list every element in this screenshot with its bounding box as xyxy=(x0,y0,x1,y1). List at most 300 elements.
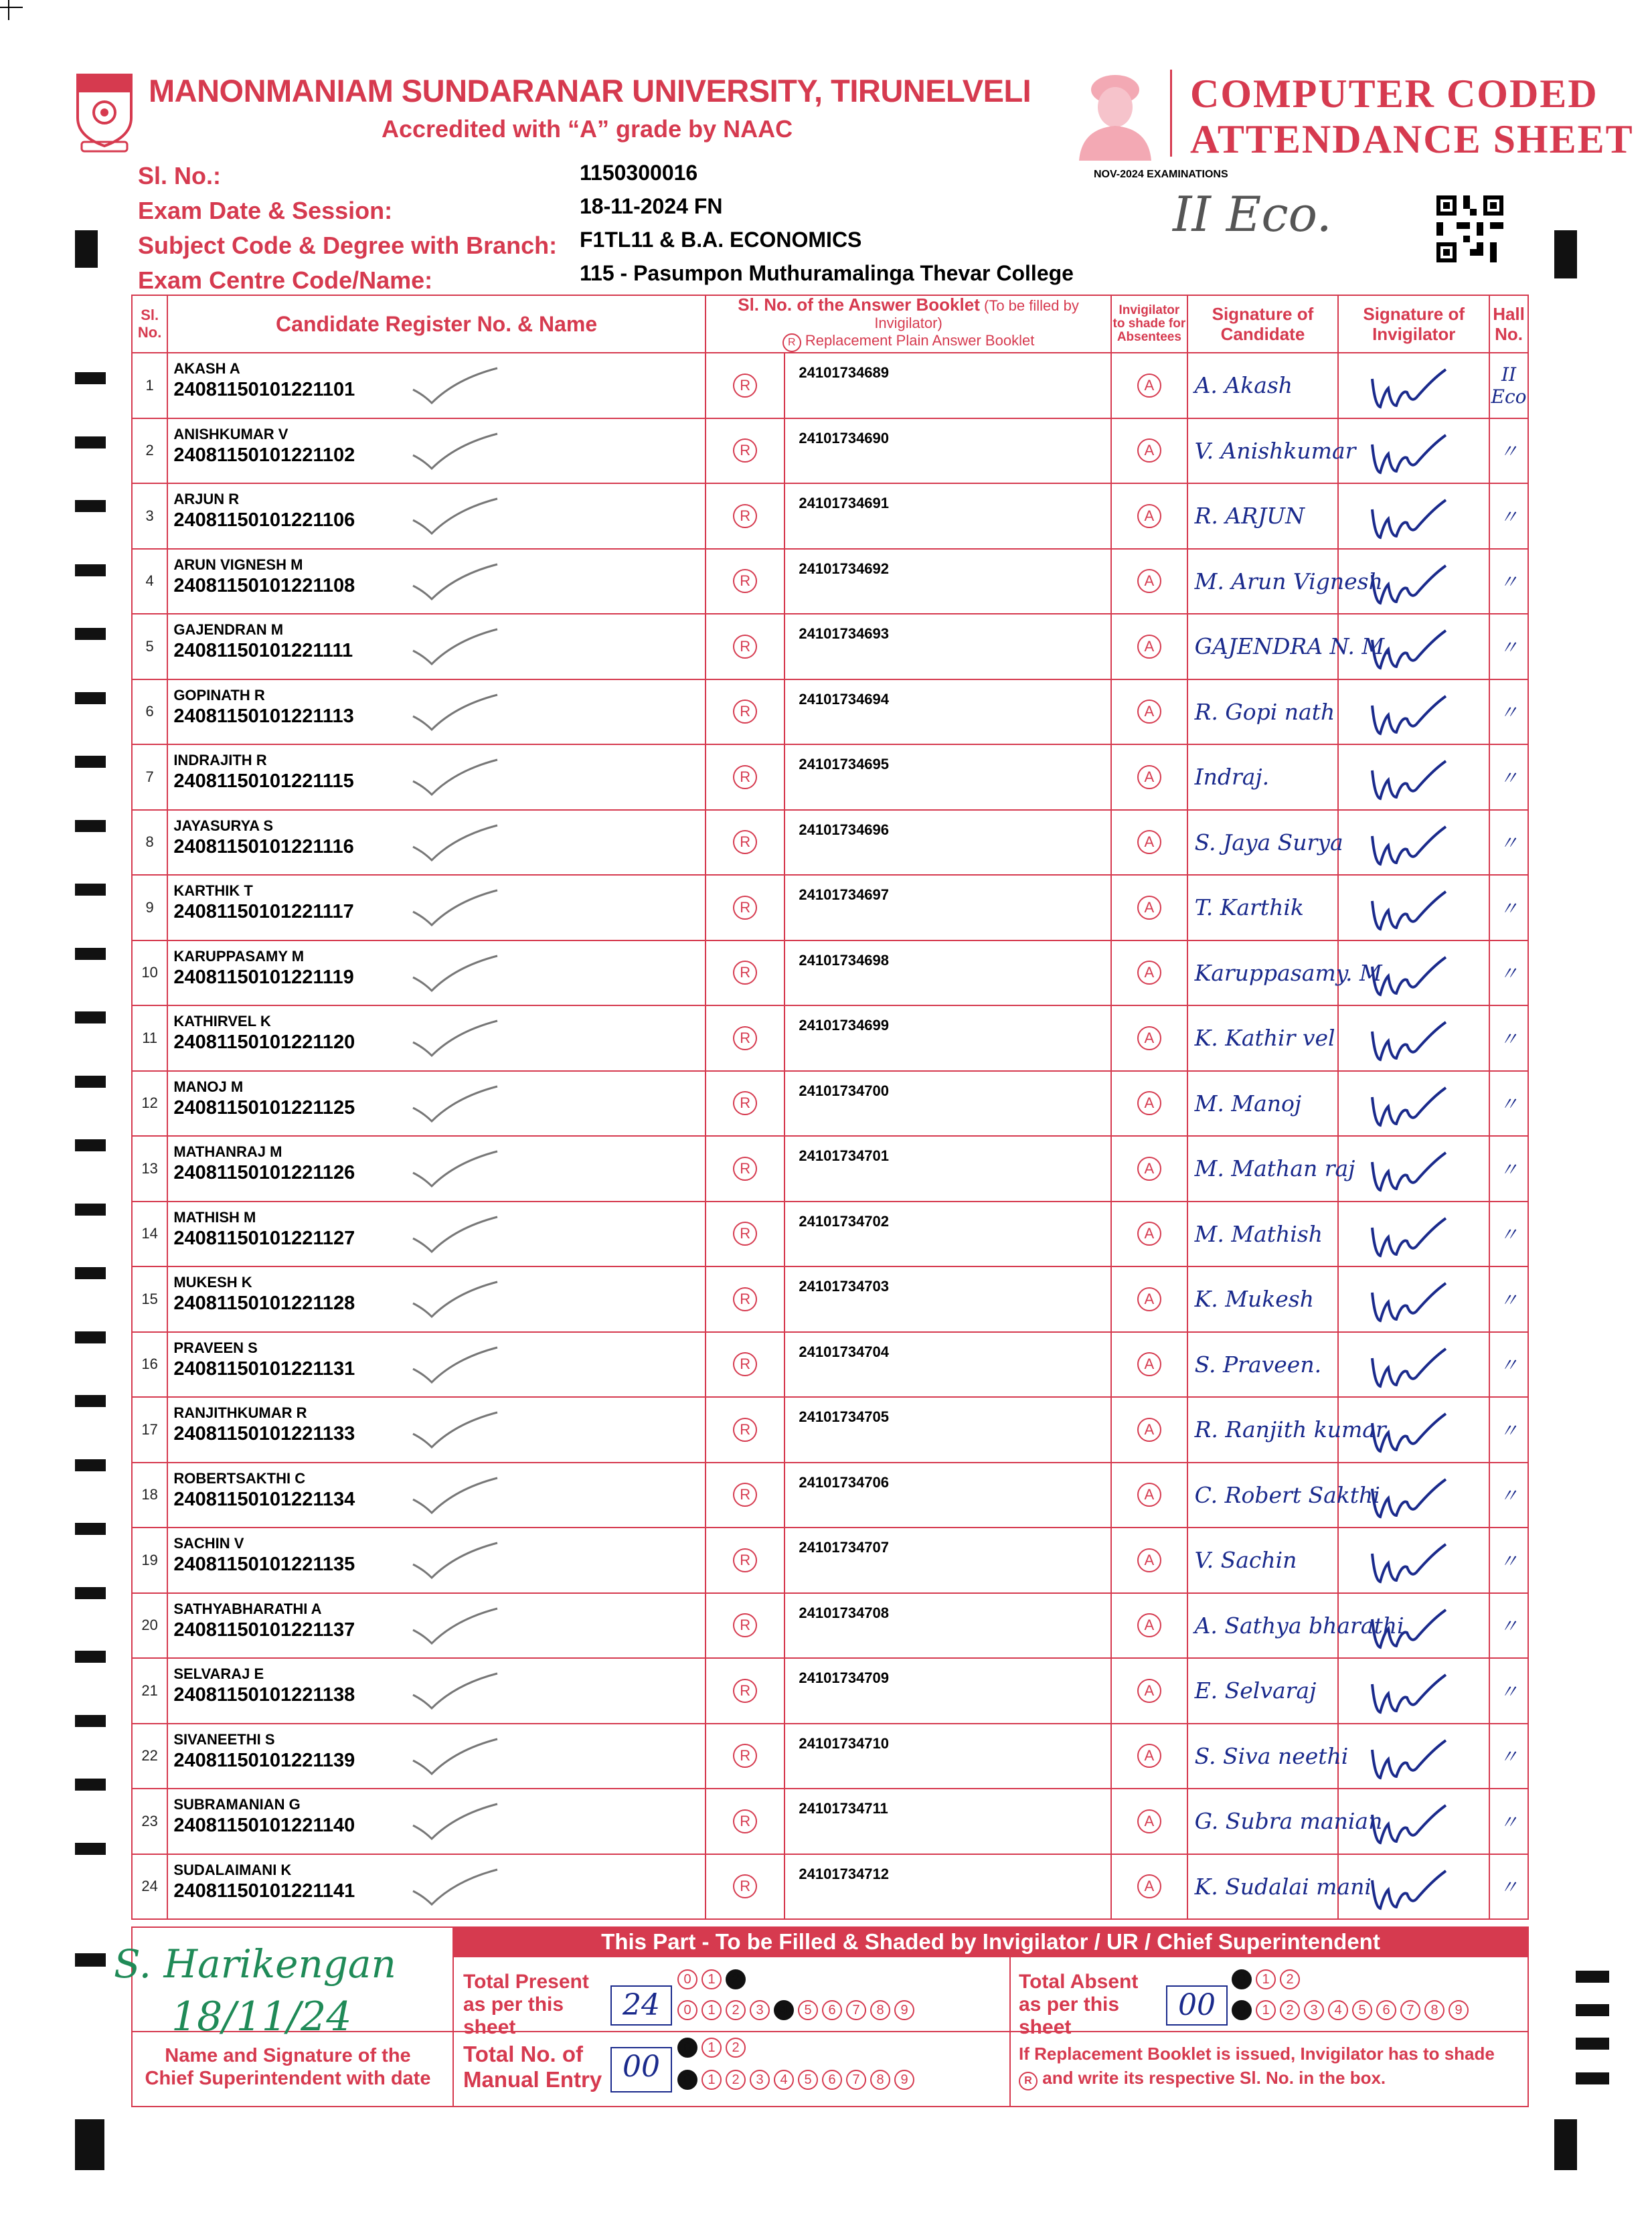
chief-signature: S. Harikengan xyxy=(114,1941,396,1987)
candidate-cell xyxy=(167,1854,706,1920)
candidate-signature-cell xyxy=(1187,1854,1372,1920)
absent-cell[interactable] xyxy=(1111,1463,1187,1528)
absent-bubble[interactable]: A xyxy=(1137,374,1161,398)
candidate-reg-no: 24081150101221113 xyxy=(173,705,354,727)
row-timing-mark xyxy=(75,1715,106,1727)
digit-bubble[interactable]: 7 xyxy=(1400,2000,1420,2020)
table-row xyxy=(132,1266,1528,1332)
attendance-table xyxy=(131,295,1529,1920)
replacement-bubble[interactable]: R xyxy=(733,1483,757,1507)
booklet-no: 24101734692 xyxy=(799,560,890,577)
centre-value: 115 - Pasumpon Muthuramalinga Thevar College xyxy=(580,261,1074,285)
absent-bubble[interactable]: A xyxy=(1137,1157,1161,1181)
invigilator-signature xyxy=(1368,1801,1449,1852)
invigilator-signature xyxy=(1368,365,1449,416)
candidate-signature-cell xyxy=(1187,679,1339,745)
absent-cell[interactable] xyxy=(1111,1332,1187,1398)
table-row xyxy=(132,940,1528,1006)
invigilator-signature xyxy=(1368,1671,1449,1721)
check-mark-icon xyxy=(409,1279,503,1323)
replacement-bubble[interactable]: R xyxy=(733,1613,757,1637)
replacement-bubble[interactable]: R xyxy=(733,765,757,789)
candidate-signature-cell xyxy=(1187,1528,1339,1593)
total-absent-box[interactable]: 00 xyxy=(1166,1985,1228,2026)
absent-cell[interactable] xyxy=(1111,353,1187,418)
replacement-cell[interactable] xyxy=(706,1136,785,1202)
replacement-bubble[interactable]: R xyxy=(733,1679,757,1703)
sl-no-label: Sl. No.: xyxy=(138,162,221,189)
total-absent-label: Total Absent as per this sheet xyxy=(1019,1971,1139,2038)
candidate-signature: T. Karthik xyxy=(1194,894,1304,920)
replacement-cell[interactable] xyxy=(706,810,785,876)
absent-cell[interactable] xyxy=(1111,418,1187,484)
accreditation-text: Accredited with “A” grade by NAAC xyxy=(382,115,793,143)
table-row xyxy=(132,1332,1528,1398)
absent-cell[interactable] xyxy=(1111,940,1187,1006)
digit-bubble[interactable]: 1 xyxy=(1256,2000,1276,2020)
absent-bubble[interactable]: A xyxy=(1137,1613,1161,1637)
absent-cell[interactable] xyxy=(1111,744,1187,810)
col-booklet-replacement: Replacement Plain Answer Booklet xyxy=(805,332,1035,349)
digit-bubble[interactable]: 1 xyxy=(1256,1969,1276,1989)
replacement-bubble[interactable]: R xyxy=(733,1287,757,1311)
replacement-cell[interactable] xyxy=(706,1528,785,1593)
absent-bubble[interactable]: A xyxy=(1137,1809,1161,1833)
candidate-name: SIVANEETHI S xyxy=(173,1730,275,1748)
check-mark-icon xyxy=(409,1084,503,1127)
replacement-bubble[interactable]: R xyxy=(733,504,757,528)
invigilator-signature-cell xyxy=(1338,549,1489,614)
check-mark-icon xyxy=(409,1018,503,1062)
replacement-cell[interactable] xyxy=(706,1397,785,1463)
invigilator-signature xyxy=(1368,627,1449,677)
manual-entry-box[interactable]: 00 xyxy=(610,2047,672,2092)
digit-bubble[interactable]: 2 xyxy=(1280,1969,1300,1989)
booklet-no: 24101734712 xyxy=(799,1865,890,1882)
replacement-bubble[interactable]: R xyxy=(733,1026,757,1050)
replacement-cell[interactable] xyxy=(706,744,785,810)
replacement-cell[interactable] xyxy=(706,875,785,940)
digit-bubble[interactable]: 0 xyxy=(1232,2000,1252,2020)
table-row xyxy=(132,1136,1528,1202)
replacement-symbol-inline: R xyxy=(1019,2072,1038,2090)
replacement-bubble[interactable]: R xyxy=(733,830,757,854)
absent-cell[interactable] xyxy=(1111,1658,1187,1724)
digit-bubble[interactable]: 0 xyxy=(677,2038,697,2058)
replacement-cell[interactable] xyxy=(706,614,785,679)
replacement-cell[interactable] xyxy=(706,1593,785,1659)
absent-units-bubbles[interactable] xyxy=(1232,2000,1473,2020)
hall-no: 〃 xyxy=(1489,549,1528,614)
invigilator-signature-cell xyxy=(1338,1332,1489,1398)
candidate-signature: M. Mathan raj xyxy=(1194,1155,1355,1181)
digit-bubble[interactable]: 2 xyxy=(726,2000,746,2020)
candidate-reg-no: 24081150101221108 xyxy=(173,574,355,596)
hall-no: 〃 xyxy=(1489,483,1528,549)
row-timing-mark xyxy=(75,884,106,896)
absent-cell[interactable] xyxy=(1111,1593,1187,1659)
booklet-no: 24101734701 xyxy=(799,1147,890,1164)
replacement-bubble[interactable]: R xyxy=(733,1418,757,1442)
booklet-cell xyxy=(784,940,1111,1006)
replacement-cell[interactable] xyxy=(706,1071,785,1137)
check-mark-icon xyxy=(409,1214,503,1258)
digit-bubble[interactable]: 4 xyxy=(774,2070,794,2090)
candidate-cell xyxy=(167,1658,706,1724)
check-mark-icon xyxy=(409,1867,503,1910)
replacement-cell[interactable] xyxy=(706,1005,785,1071)
row-timing-mark xyxy=(75,1459,106,1471)
chief-signature-date: 18/11/24 xyxy=(171,1993,352,2040)
digit-bubble[interactable]: 3 xyxy=(750,2000,770,2020)
candidate-name: ANISHKUMAR V xyxy=(173,425,288,442)
table-row xyxy=(132,875,1528,940)
booklet-cell xyxy=(784,1593,1111,1659)
replacement-cell[interactable] xyxy=(706,940,785,1006)
candidate-name: SATHYABHARATHI A xyxy=(173,1600,322,1617)
table-row xyxy=(132,1658,1528,1724)
divider xyxy=(1009,1957,1011,2107)
hall-no: 〃 xyxy=(1489,1789,1528,1854)
absent-bubble[interactable]: A xyxy=(1137,1744,1161,1768)
hall-no: 〃 xyxy=(1489,875,1528,940)
absent-cell[interactable] xyxy=(1111,483,1187,549)
row-sl: 9 xyxy=(132,875,167,940)
col-sig-candidate: Signature of Candidate xyxy=(1187,295,1339,353)
replacement-cell[interactable] xyxy=(706,679,785,745)
absent-bubble[interactable]: A xyxy=(1137,504,1161,528)
invigilator-signature-cell xyxy=(1338,483,1489,549)
table-header-row xyxy=(132,295,1528,353)
candidate-reg-no: 24081150101221140 xyxy=(173,1815,355,1836)
table-row xyxy=(132,1789,1528,1854)
absent-cell[interactable] xyxy=(1111,1202,1187,1267)
booklet-cell xyxy=(784,1724,1111,1789)
replacement-cell[interactable] xyxy=(706,353,785,418)
candidate-name: KATHIRVEL K xyxy=(173,1013,271,1030)
candidate-name: AKASH A xyxy=(173,360,240,377)
absent-bubble[interactable]: A xyxy=(1137,1418,1161,1442)
replacement-cell[interactable] xyxy=(706,1463,785,1528)
candidate-reg-no: 24081150101221133 xyxy=(173,1423,355,1445)
replacement-symbol: R xyxy=(782,333,801,352)
replacement-bubble[interactable]: R xyxy=(733,896,757,920)
check-mark-icon xyxy=(409,1736,503,1780)
candidate-name: MATHISH M xyxy=(173,1208,256,1226)
hall-no: 〃 xyxy=(1489,1397,1528,1463)
hall-no: 〃 xyxy=(1489,1724,1528,1789)
candidate-name: KARUPPASAMY M xyxy=(173,947,305,965)
invigilator-signature-cell xyxy=(1338,1071,1489,1137)
digit-bubble[interactable]: 2 xyxy=(1280,2000,1300,2020)
absent-cell[interactable] xyxy=(1111,549,1187,614)
replacement-bubble[interactable]: R xyxy=(733,1809,757,1833)
check-mark-icon xyxy=(409,1345,503,1388)
digit-bubble[interactable]: 8 xyxy=(870,2070,890,2090)
row-sl: 1 xyxy=(132,353,167,418)
candidate-signature-cell xyxy=(1187,875,1339,940)
replacement-bubble[interactable]: R xyxy=(733,1352,757,1376)
hall-no: 〃 xyxy=(1489,1136,1528,1202)
candidate-signature: S. Praveen. xyxy=(1194,1351,1322,1378)
absent-cell[interactable] xyxy=(1111,875,1187,940)
digit-bubble[interactable]: 2 xyxy=(726,1969,746,1989)
booklet-no: 24101734708 xyxy=(799,1604,890,1621)
candidate-cell xyxy=(167,940,706,1006)
invigilator-signature xyxy=(1368,1279,1449,1329)
sheet-title xyxy=(1190,71,1634,162)
candidate-name: GOPINATH R xyxy=(173,686,265,704)
absent-cell[interactable] xyxy=(1111,679,1187,745)
candidate-signature: K. Sudalai mani xyxy=(1194,1873,1372,1900)
table-row xyxy=(132,744,1528,810)
digit-bubble[interactable]: 0 xyxy=(677,2070,697,2090)
digit-bubble[interactable]: 5 xyxy=(798,2000,818,2020)
digit-bubble[interactable]: 6 xyxy=(822,2000,842,2020)
replacement-bubble[interactable]: R xyxy=(733,1874,757,1898)
absent-cell[interactable] xyxy=(1111,1528,1187,1593)
replacement-bubble[interactable]: R xyxy=(733,374,757,398)
candidate-cell xyxy=(167,418,706,484)
row-timing-mark xyxy=(75,948,106,960)
col-hall: Hall No. xyxy=(1489,295,1528,353)
absent-bubble[interactable]: A xyxy=(1137,1026,1161,1050)
candidate-signature: E. Selvaraj xyxy=(1194,1677,1317,1704)
booklet-cell xyxy=(784,1005,1111,1071)
total-present-label: Total Present as per this sheet xyxy=(463,1971,589,2038)
sheet-title-line1: COMPUTER CODED xyxy=(1190,72,1598,116)
digit-bubble[interactable]: 6 xyxy=(822,2070,842,2090)
replacement-cell[interactable] xyxy=(706,1789,785,1854)
present-tens-bubbles[interactable] xyxy=(677,1969,750,1989)
absent-bubble[interactable]: A xyxy=(1137,438,1161,463)
candidate-signature: M. Mathish xyxy=(1194,1220,1323,1247)
check-mark-icon xyxy=(409,562,503,605)
digit-bubble[interactable]: 5 xyxy=(1352,2000,1372,2020)
booklet-no: 24101734693 xyxy=(799,625,890,642)
manual-units-bubbles[interactable] xyxy=(677,2070,918,2090)
digit-bubble[interactable]: 3 xyxy=(1304,2000,1324,2020)
absent-bubble[interactable]: A xyxy=(1137,765,1161,789)
candidate-signature: Indraj. xyxy=(1194,764,1270,790)
digit-bubble[interactable]: 1 xyxy=(701,2070,722,2090)
candidate-signature-cell xyxy=(1187,940,1382,1006)
replacement-bubble[interactable]: R xyxy=(733,1157,757,1181)
title-divider xyxy=(1170,70,1172,157)
absent-bubble[interactable]: A xyxy=(1137,961,1161,985)
booklet-no: 24101734690 xyxy=(799,429,890,446)
hall-no: 〃 xyxy=(1489,1463,1528,1528)
digit-bubble[interactable]: 2 xyxy=(726,2070,746,2090)
digit-bubble[interactable]: 9 xyxy=(894,2070,914,2090)
check-mark-icon xyxy=(409,1801,503,1845)
timing-mark xyxy=(75,1953,106,1967)
col-booklet-title: Sl. No. of the Answer Booklet xyxy=(738,295,980,315)
hall-no: 〃 xyxy=(1489,418,1528,484)
replacement-bubble[interactable]: R xyxy=(733,1091,757,1115)
absent-bubble[interactable]: A xyxy=(1137,1483,1161,1507)
booklet-no: 24101734710 xyxy=(799,1734,890,1752)
replacement-bubble[interactable]: R xyxy=(733,1744,757,1768)
row-timing-mark xyxy=(75,372,106,384)
absent-bubble[interactable]: A xyxy=(1137,635,1161,659)
candidate-name: RANJITHKUMAR R xyxy=(173,1404,307,1421)
row-timing-mark xyxy=(75,436,106,448)
replacement-cell[interactable] xyxy=(706,483,785,549)
candidate-signature-cell xyxy=(1187,549,1383,614)
absent-cell[interactable] xyxy=(1111,1854,1187,1920)
replacement-cell[interactable] xyxy=(706,1332,785,1398)
digit-bubble[interactable]: 0 xyxy=(677,2000,697,2020)
invigilator-signature xyxy=(1368,1214,1449,1264)
absent-cell[interactable] xyxy=(1111,614,1187,679)
absent-bubble[interactable]: A xyxy=(1137,1352,1161,1376)
university-logo xyxy=(72,72,137,155)
check-mark-icon xyxy=(409,1410,503,1453)
candidate-cell xyxy=(167,875,706,940)
absent-bubble[interactable]: A xyxy=(1137,830,1161,854)
absent-cell[interactable] xyxy=(1111,1789,1187,1854)
candidate-reg-no: 24081150101221127 xyxy=(173,1227,355,1249)
invigilator-signature-cell xyxy=(1338,1202,1489,1267)
candidate-signature-cell xyxy=(1187,1463,1380,1528)
replacement-cell[interactable] xyxy=(706,1202,785,1267)
exam-date-value: 18-11-2024 FN xyxy=(580,194,723,218)
absent-bubble[interactable]: A xyxy=(1137,1548,1161,1572)
hall-no: 〃 xyxy=(1489,1332,1528,1398)
digit-bubble[interactable]: 6 xyxy=(1376,2000,1396,2020)
invigilator-signature xyxy=(1368,1736,1449,1787)
digit-bubble[interactable]: 4 xyxy=(1328,2000,1348,2020)
absent-bubble[interactable]: A xyxy=(1137,896,1161,920)
digit-bubble[interactable]: 5 xyxy=(798,2070,818,2090)
digit-bubble[interactable]: 7 xyxy=(846,2070,866,2090)
absent-cell[interactable] xyxy=(1111,1071,1187,1137)
digit-bubble[interactable]: 8 xyxy=(1424,2000,1444,2020)
digit-bubble[interactable]: 8 xyxy=(870,2000,890,2020)
candidate-signature-cell xyxy=(1187,1266,1339,1332)
row-timing-mark xyxy=(75,1523,106,1535)
booklet-cell xyxy=(784,1789,1111,1854)
digit-bubble[interactable]: 0 xyxy=(677,1969,697,1989)
subject-value: F1TL11 & B.A. ECONOMICS xyxy=(580,228,862,252)
replacement-cell[interactable] xyxy=(706,549,785,614)
subject-label: Subject Code & Degree with Branch: xyxy=(138,232,558,259)
replacement-bubble[interactable]: R xyxy=(733,1548,757,1572)
absent-bubble[interactable]: A xyxy=(1137,1874,1161,1898)
replacement-cell[interactable] xyxy=(706,1658,785,1724)
manual-tens-bubbles[interactable] xyxy=(677,2038,750,2058)
invigilator-signature-cell xyxy=(1338,1528,1489,1593)
digit-bubble[interactable]: 4 xyxy=(774,2000,794,2020)
replacement-cell[interactable] xyxy=(706,1724,785,1789)
hall-no: 〃 xyxy=(1489,1528,1528,1593)
absent-bubble[interactable]: A xyxy=(1137,700,1161,724)
invigilator-signature xyxy=(1368,1475,1449,1526)
row-sl: 17 xyxy=(132,1397,167,1463)
absent-bubble[interactable]: A xyxy=(1137,1679,1161,1703)
candidate-signature-cell xyxy=(1187,1724,1349,1789)
founder-portrait xyxy=(1072,70,1158,161)
candidate-cell xyxy=(167,1136,706,1202)
candidate-signature: K. Mukesh xyxy=(1194,1286,1314,1312)
absent-bubble[interactable]: A xyxy=(1137,1222,1161,1246)
booklet-no: 24101734698 xyxy=(799,951,890,969)
check-mark-icon xyxy=(409,1606,503,1649)
absent-cell[interactable] xyxy=(1111,1397,1187,1463)
hall-no: 〃 xyxy=(1489,810,1528,876)
row-sl: 8 xyxy=(132,810,167,876)
candidate-name: GAJENDRAN M xyxy=(173,621,284,638)
invigilator-signature-cell xyxy=(1338,1658,1489,1724)
digit-bubble[interactable]: 2 xyxy=(726,2038,746,2058)
absent-cell[interactable] xyxy=(1111,1005,1187,1071)
absent-cell[interactable] xyxy=(1111,810,1187,876)
absent-tens-bubbles[interactable] xyxy=(1232,1969,1304,1989)
present-units-bubbles[interactable] xyxy=(677,2000,918,2020)
row-timing-mark xyxy=(75,820,106,832)
candidate-signature-cell xyxy=(1187,810,1343,876)
replacement-cell[interactable] xyxy=(706,1266,785,1332)
absent-cell[interactable] xyxy=(1111,1266,1187,1332)
candidate-cell xyxy=(167,353,706,418)
replacement-bubble[interactable]: R xyxy=(733,961,757,985)
digit-bubble[interactable]: 9 xyxy=(1449,2000,1469,2020)
candidate-name: PRAVEEN S xyxy=(173,1339,258,1356)
replacement-note xyxy=(1019,2042,1501,2090)
check-mark-icon xyxy=(409,496,503,540)
replacement-bubble[interactable]: R xyxy=(733,700,757,724)
replacement-bubble[interactable]: R xyxy=(733,1222,757,1246)
chief-label: Name and Signature of the Chief Superintendent with date xyxy=(145,2045,431,2089)
digit-bubble[interactable]: 1 xyxy=(701,2000,722,2020)
digit-bubble[interactable]: 3 xyxy=(750,2070,770,2090)
absent-cell[interactable] xyxy=(1111,1724,1187,1789)
absent-cell[interactable] xyxy=(1111,1136,1187,1202)
digit-bubble[interactable]: 7 xyxy=(846,2000,866,2020)
centre-label: Exam Centre Code/Name: xyxy=(138,266,433,294)
invigilator-signature-cell xyxy=(1338,1136,1489,1202)
digit-bubble[interactable]: 9 xyxy=(894,2000,914,2020)
bottom-section-header: This Part - To be Filled & Shaded by Invigilator / UR / Chief Superintendent xyxy=(452,1926,1529,1957)
replacement-bubble[interactable]: R xyxy=(733,635,757,659)
replacement-bubble[interactable]: R xyxy=(733,569,757,593)
candidate-signature-cell xyxy=(1187,1593,1404,1659)
candidate-signature: M. Arun Vignesh xyxy=(1194,568,1383,594)
candidate-signature: R. Ranjith kumar xyxy=(1194,1416,1386,1443)
absent-bubble[interactable]: A xyxy=(1137,569,1161,593)
booklet-no: 24101734703 xyxy=(799,1278,890,1295)
table-row xyxy=(132,1528,1528,1593)
candidate-signature: M. Manoj xyxy=(1194,1090,1302,1117)
row-sl: 4 xyxy=(132,549,167,614)
replacement-cell[interactable] xyxy=(706,418,785,484)
digit-bubble[interactable]: 1 xyxy=(701,1969,722,1989)
total-present-box[interactable]: 24 xyxy=(610,1985,672,2026)
row-timing-mark xyxy=(75,1076,106,1088)
candidate-signature-cell xyxy=(1187,744,1339,810)
booklet-no: 24101734699 xyxy=(799,1017,890,1034)
absent-bubble[interactable]: A xyxy=(1137,1091,1161,1115)
invigilator-signature xyxy=(1368,431,1449,481)
candidate-cell xyxy=(167,1071,706,1137)
digit-bubble[interactable]: 1 xyxy=(701,2038,722,2058)
row-sl: 20 xyxy=(132,1593,167,1659)
replacement-cell[interactable] xyxy=(706,1854,785,1920)
digit-bubble[interactable]: 0 xyxy=(1232,1969,1252,1989)
replacement-bubble[interactable]: R xyxy=(733,438,757,463)
absent-bubble[interactable]: A xyxy=(1137,1287,1161,1311)
